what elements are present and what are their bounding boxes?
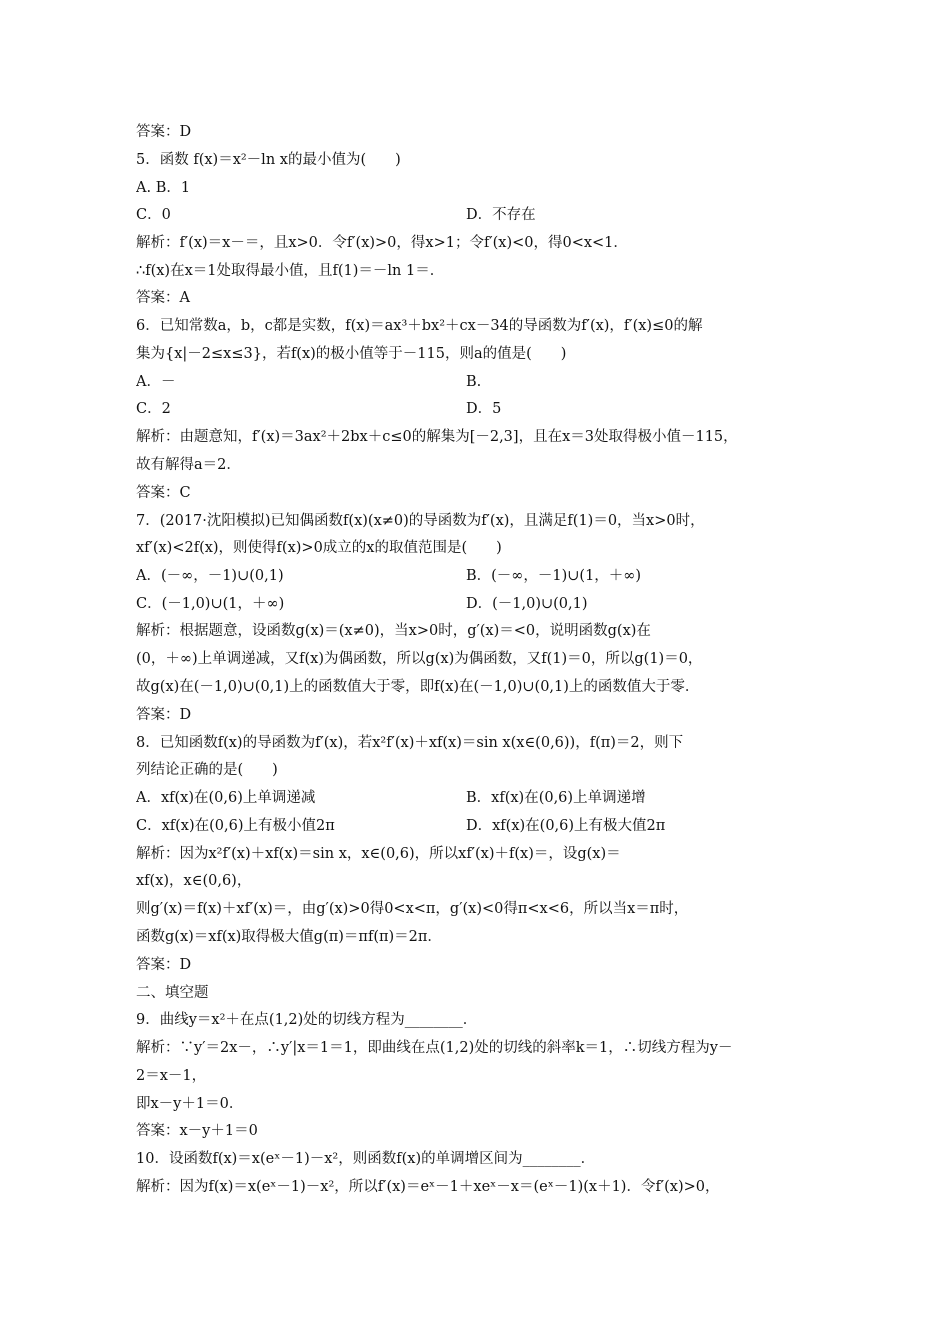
q7-option-d: D．(－1,0)∪(0,1) bbox=[466, 596, 588, 612]
answer-4: 答案：D bbox=[136, 124, 192, 140]
q8-options-cd bbox=[136, 813, 836, 839]
q6-option-c: C．2 bbox=[136, 401, 171, 417]
q7-option-b: B．(－∞，－1)∪(1，＋∞) bbox=[466, 568, 642, 584]
q8-option-d: D．xf(x)在(0,6)上有极大值2π bbox=[466, 818, 666, 834]
question-10: 10．设函数f(x)＝x(eˣ－1)－x²，则函数f(x)的单调增区间为________． bbox=[136, 1151, 596, 1167]
question-6-line-2: 集为{x|－2≤x≤3}，若f(x)的极小值等于－115，则a的值是( ) bbox=[136, 346, 567, 362]
q7-solution-2: (0，＋∞)上单调递减，又f(x)为偶函数，所以g(x)为偶函数，又f(1)＝0，所以g(1)＝0， bbox=[136, 651, 703, 667]
q9-solution-1: 解析：∵y′＝2x－，∴y′|x＝1＝1，即曲线在点(1,2)处的切线的斜率k＝1，∴切线方程为y－ bbox=[136, 1040, 733, 1056]
section-heading-fill-in: 二、填空题 bbox=[136, 985, 209, 1001]
q8-option-b: B．xf(x)在(0,6)上单调递增 bbox=[466, 790, 646, 806]
q6-options-cd bbox=[136, 396, 836, 422]
q5-options-cd bbox=[136, 202, 836, 228]
question-5: 5．函数 f(x)＝x²－ln x的最小值为( ) bbox=[136, 152, 401, 168]
answer-9: 答案：x－y＋1＝0 bbox=[136, 1123, 258, 1139]
q7-option-a: A．(－∞，－1)∪(0,1) bbox=[136, 568, 284, 584]
question-6-line-1: 6．已知常数a，b，c都是实数，f(x)＝ax³＋bx²＋cx－34的导函数为f′(x)，f′(x)≤0的解 bbox=[136, 318, 703, 334]
question-8-line-1: 8．已知函数f(x)的导函数为f′(x)，若x²f′(x)＋xf(x)＝sin x(x∈(0,6))，f(π)＝2，则下 bbox=[136, 735, 684, 751]
answer-6: 答案：C bbox=[136, 485, 191, 501]
question-9: 9．曲线y＝x²＋在点(1,2)处的切线方程为________． bbox=[136, 1012, 478, 1028]
answer-5: 答案：A bbox=[136, 290, 190, 306]
answer-7: 答案：D bbox=[136, 707, 192, 723]
question-8-line-2: 列结论正确的是( ) bbox=[136, 762, 278, 778]
q6-option-d: D．5 bbox=[466, 401, 502, 417]
q6-solution-1: 解析：由题意知，f′(x)＝3ax²＋2bx＋c≤0的解集为[－2,3]，且在x＝3处取得极小值－115， bbox=[136, 429, 738, 445]
q7-solution-3: 故g(x)在(－1,0)∪(0,1)上的函数值大于零，即f(x)在(－1,0)∪(0,1)上的函数值大于零． bbox=[136, 679, 700, 695]
question-7-line-1: 7．(2017·沈阳模拟)已知偶函数f(x)(x≠0)的导函数为f′(x)，且满足f(1)＝0，当x>0时， bbox=[136, 513, 705, 529]
q7-options-ab bbox=[136, 563, 836, 589]
q5-solution-1: 解析：f′(x)＝x－＝，且x>0．令f′(x)>0，得x>1；令f′(x)<0，得0<x<1． bbox=[136, 235, 628, 251]
q8-options-ab bbox=[136, 785, 836, 811]
q7-option-c: C．(－1,0)∪(1，＋∞) bbox=[136, 596, 285, 612]
q6-solution-2: 故有解得a＝2． bbox=[136, 457, 241, 473]
q9-solution-2: 2＝x－1， bbox=[136, 1068, 207, 1084]
q9-solution-3: 即x－y＋1＝0． bbox=[136, 1096, 244, 1112]
q7-solution-1: 解析：根据题意，设函数g(x)＝(x≠0)，当x>0时，g′(x)＝<0，说明函数g(x)在 bbox=[136, 623, 651, 639]
q8-solution-1: 解析：因为x²f′(x)＋xf(x)＝sin x，x∈(0,6)，所以xf′(x)＋f(x)＝，设g(x)＝ bbox=[136, 846, 621, 862]
q8-option-c: C．xf(x)在(0,6)上有极小值2π bbox=[136, 818, 335, 834]
q6-options-ab bbox=[136, 369, 836, 395]
q8-option-a: A．xf(x)在(0,6)上单调递减 bbox=[136, 790, 316, 806]
question-7-line-2: xf′(x)<2f(x)，则使得f(x)>0成立的x的取值范围是( ) bbox=[136, 540, 502, 556]
answer-8: 答案：D bbox=[136, 957, 192, 973]
q5-option-d: D．不存在 bbox=[466, 207, 536, 223]
q8-solution-2: xf(x)，x∈(0,6)， bbox=[136, 873, 252, 889]
q7-options-cd bbox=[136, 591, 836, 617]
q5-options-ab: A. B．1 bbox=[136, 180, 191, 196]
q8-solution-3: 则g′(x)＝f(x)＋xf′(x)＝，由g′(x)>0得0<x<π，g′(x)<0得π<x<6，所以当x＝π时， bbox=[136, 901, 689, 917]
q5-solution-2: ∴f(x)在x＝1处取得最小值，且f(1)＝－ln 1＝． bbox=[136, 263, 445, 279]
q6-option-a: A．－ bbox=[136, 374, 176, 390]
q10-solution-1: 解析：因为f(x)＝x(eˣ－1)－x²，所以f′(x)＝eˣ－1＋xeˣ－x＝(eˣ－1)(x＋1)．令f′(x)>0， bbox=[136, 1179, 720, 1195]
q5-option-c: C．0 bbox=[136, 207, 171, 223]
q6-option-b: B. bbox=[466, 374, 482, 390]
q8-solution-4: 函数g(x)＝xf(x)取得极大值g(π)＝πf(π)＝2π． bbox=[136, 929, 442, 945]
